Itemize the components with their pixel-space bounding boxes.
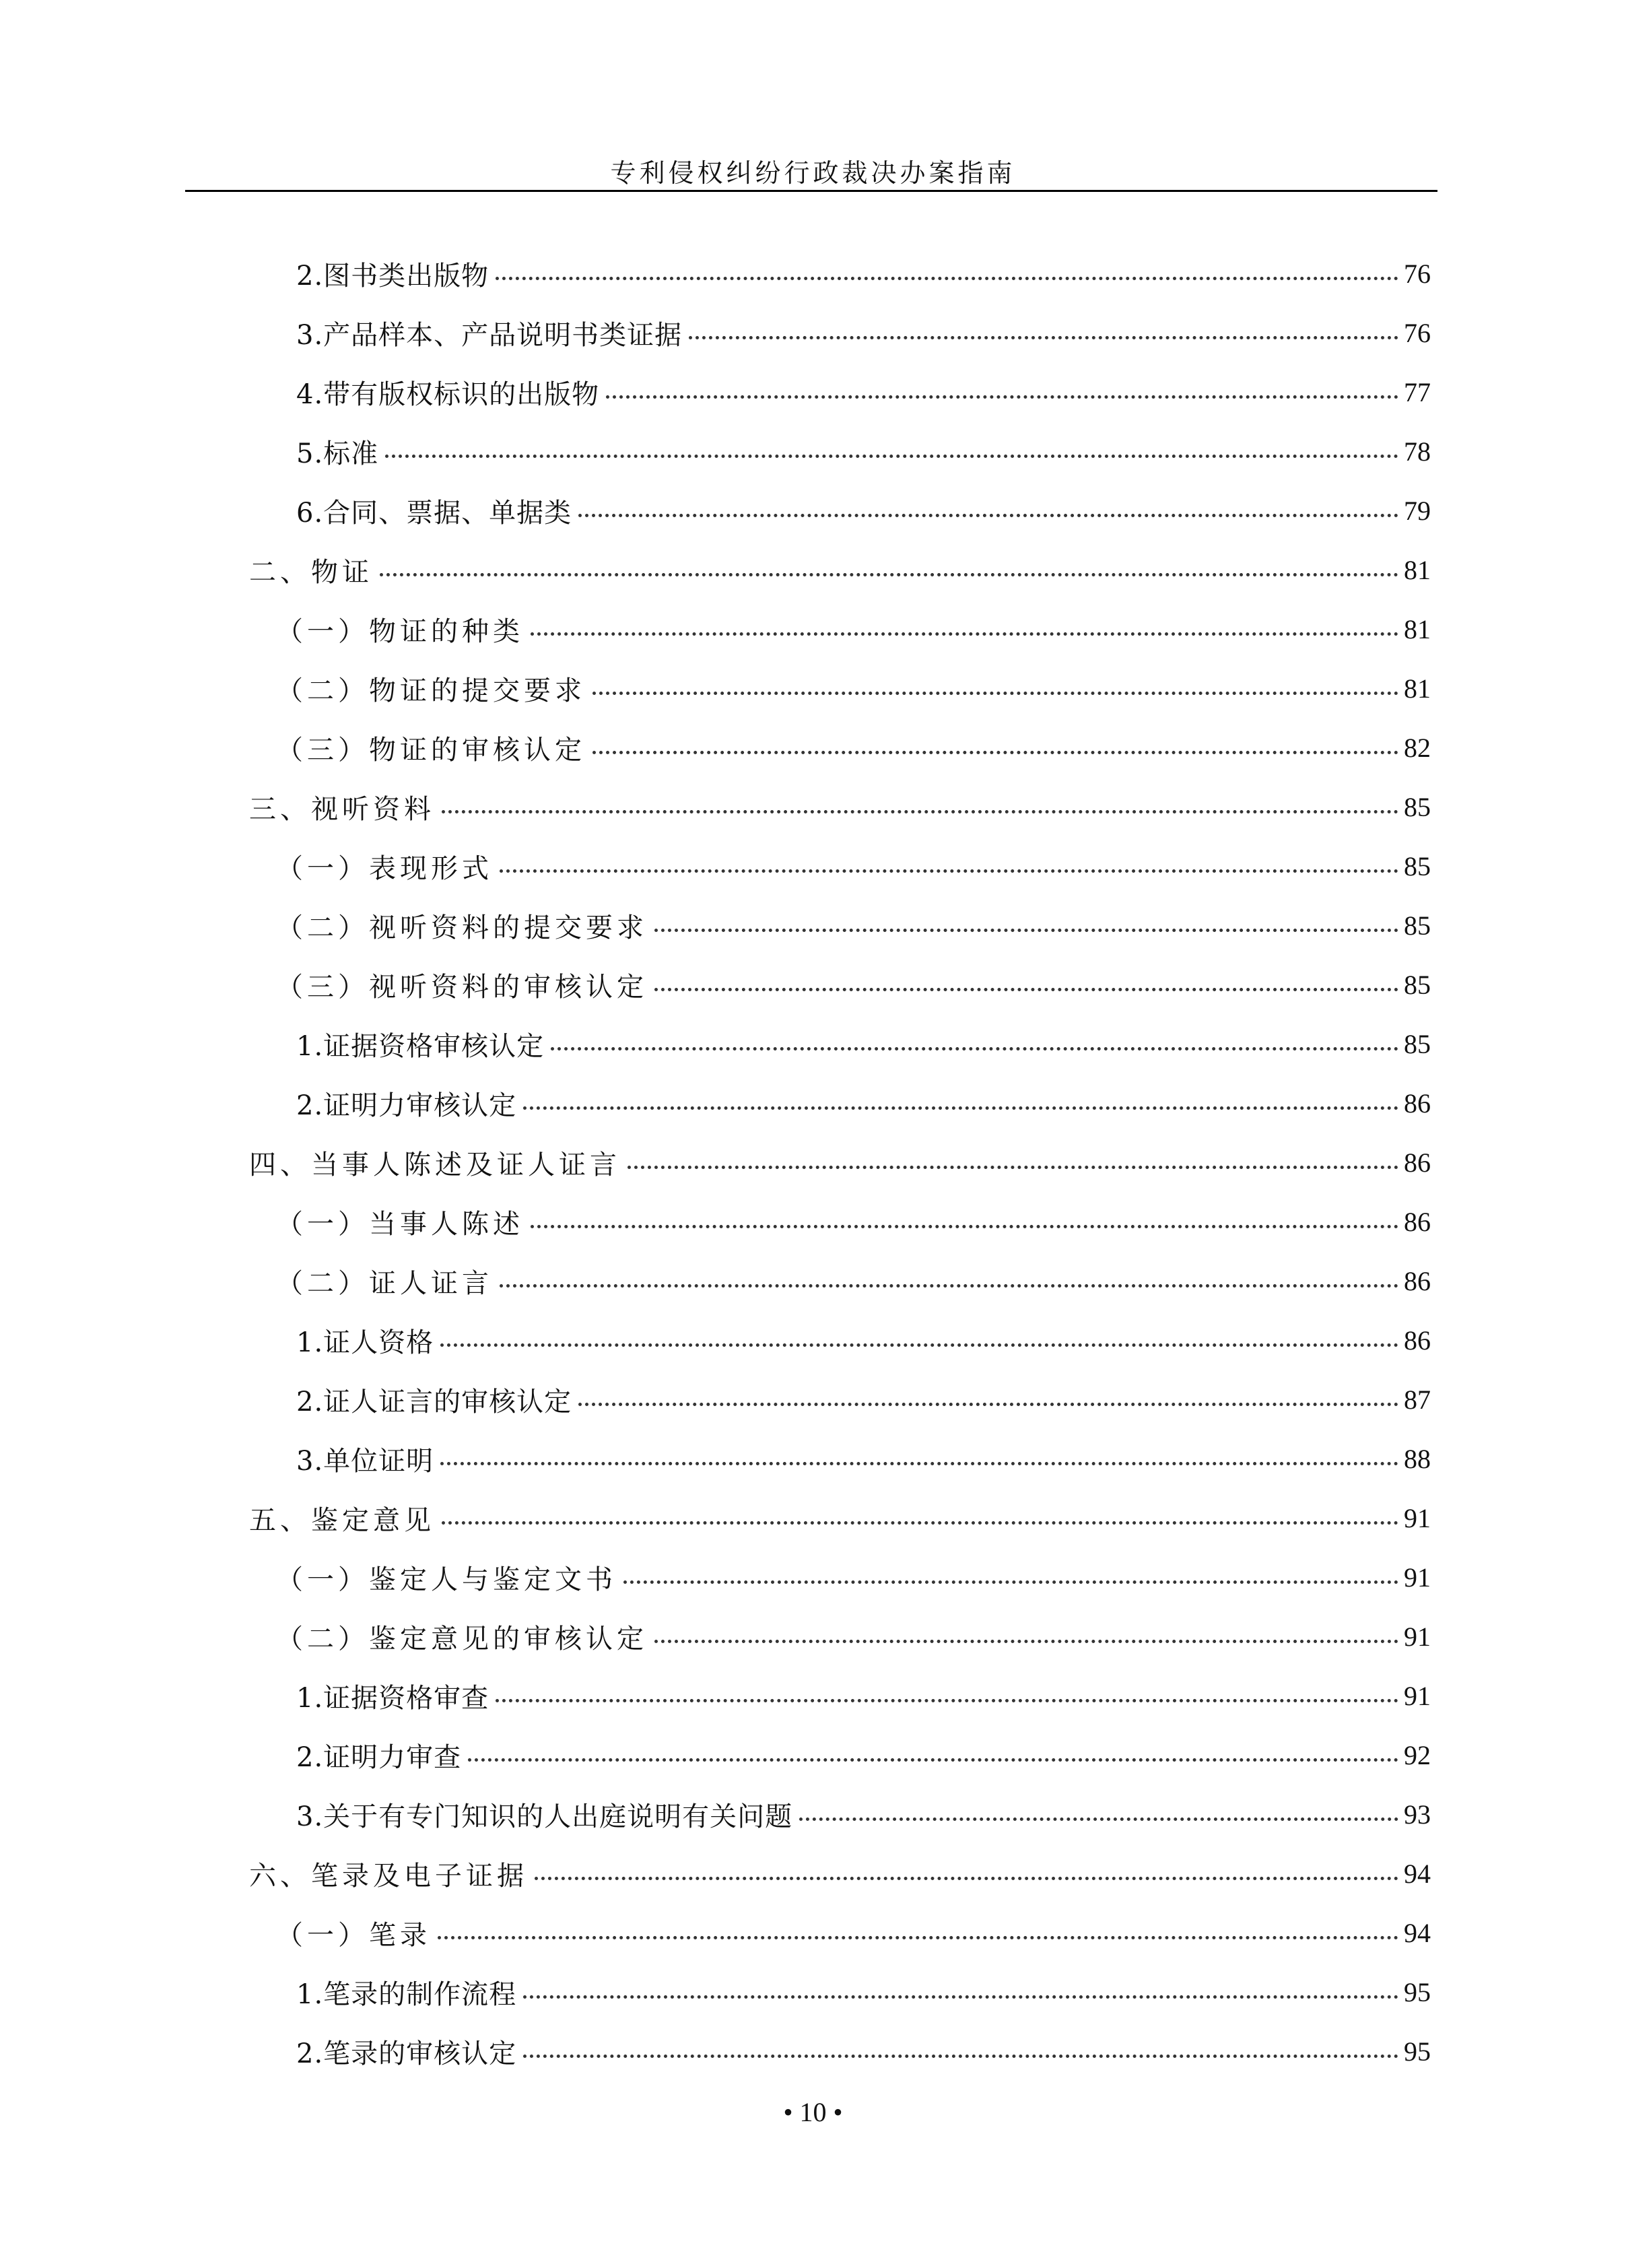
toc-entry-label: （一）笔录: [276, 1914, 435, 1952]
toc-dot-leader: [442, 810, 1398, 813]
toc-dot-leader: [440, 1343, 1398, 1347]
toc-dot-leader: [654, 929, 1398, 932]
toc-dot-leader: [654, 988, 1398, 991]
toc-entry-page: 91: [1404, 1502, 1431, 1533]
toc-entry-page: 86: [1404, 1088, 1431, 1119]
toc-entry-label: （三）视听资料的审核认定: [276, 966, 652, 1004]
toc-entry[interactable]: [0, 1192, 1431, 1251]
toc-entry[interactable]: [0, 1073, 1431, 1133]
toc-entry[interactable]: [0, 1429, 1431, 1488]
toc-dot-leader: [500, 869, 1398, 873]
toc-entry-page: 79: [1404, 495, 1431, 526]
toc-dot-leader: [623, 1580, 1398, 1584]
toc-entry-label: （二）物证的提交要求: [276, 669, 590, 708]
toc-entry-page: 92: [1404, 1739, 1431, 1770]
toc-dot-leader: [592, 692, 1398, 695]
toc-entry-label: （一）鉴定人与鉴定文书: [276, 1558, 621, 1597]
page-number: • 10 •: [783, 2097, 843, 2127]
toc-dot-leader: [551, 1047, 1398, 1050]
toc-entry-page: 82: [1404, 732, 1431, 763]
toc-entry[interactable]: [0, 836, 1431, 896]
toc-entry-page: 81: [1404, 613, 1431, 644]
toc-dot-leader: [438, 1936, 1398, 1939]
toc-entry-page: 81: [1404, 554, 1431, 585]
toc-entry[interactable]: [0, 481, 1431, 540]
toc-entry-label: 1.证人资格: [296, 1321, 438, 1360]
toc-dot-leader: [496, 1699, 1398, 1702]
toc-entry-page: 91: [1404, 1562, 1431, 1593]
toc-entry-label: 3.关于有专门知识的人出庭说明有关问题: [296, 1795, 797, 1834]
toc-entry-label: （一）表现形式: [276, 847, 497, 886]
toc-entry-label: （二）鉴定意见的审核认定: [276, 1617, 652, 1656]
toc-entry-label: 1.证据资格审核认定: [296, 1025, 548, 1063]
toc-dot-leader: [523, 1995, 1398, 1999]
toc-entry-page: 76: [1404, 317, 1431, 348]
toc-entry-page: 86: [1404, 1147, 1431, 1178]
toc-entry[interactable]: [0, 1666, 1431, 1725]
toc-entry-label: 3.产品样本、产品说明书类证据: [296, 314, 686, 352]
toc-dot-leader: [578, 514, 1398, 517]
toc-entry[interactable]: [0, 1488, 1431, 1547]
toc-entry[interactable]: [0, 1133, 1431, 1192]
toc-entry-page: 85: [1404, 969, 1431, 1000]
toc-entry-label: 2.证明力审核认定: [296, 1084, 520, 1123]
toc-dot-leader: [654, 1640, 1398, 1643]
toc-entry[interactable]: [0, 896, 1431, 955]
header-divider: [185, 190, 1437, 192]
toc-entry[interactable]: [0, 244, 1431, 303]
table-of-contents: [0, 244, 1626, 2081]
toc-entry-label: （一）物证的种类: [276, 610, 528, 648]
toc-entry-page: 95: [1404, 1976, 1431, 2007]
toc-entry-label: 2.证人证言的审核认定: [296, 1380, 576, 1419]
toc-entry-page: 94: [1404, 1917, 1431, 1948]
toc-entry-page: 81: [1404, 673, 1431, 704]
toc-entry-page: 95: [1404, 2036, 1431, 2067]
toc-dot-leader: [442, 1521, 1398, 1525]
toc-entry-label: （三）物证的审核认定: [276, 729, 590, 767]
toc-entry-label: 四、当事人陈述及证人证言: [249, 1143, 625, 1182]
toc-entry[interactable]: [0, 1785, 1431, 1844]
toc-entry-label: （一）当事人陈述: [276, 1203, 528, 1241]
toc-entry[interactable]: [0, 422, 1431, 481]
toc-entry-page: 76: [1404, 258, 1431, 289]
toc-dot-leader: [606, 395, 1398, 399]
toc-entry-label: 三、视听资料: [249, 788, 439, 826]
toc-entry-label: 五、鉴定意见: [249, 1499, 439, 1537]
toc-dot-leader: [535, 1877, 1398, 1880]
toc-entry-label: （二）视听资料的提交要求: [276, 906, 652, 945]
toc-entry[interactable]: [0, 599, 1431, 659]
toc-entry-page: 86: [1404, 1265, 1431, 1296]
toc-dot-leader: [500, 1284, 1398, 1288]
toc-entry-page: 87: [1404, 1384, 1431, 1415]
toc-entry-label: 2.笔录的审核认定: [296, 2032, 520, 2071]
toc-entry-label: 1.证据资格审查: [296, 1677, 493, 1715]
toc-entry[interactable]: [0, 1607, 1431, 1666]
toc-dot-leader: [531, 632, 1398, 636]
toc-entry[interactable]: [0, 1547, 1431, 1607]
toc-entry-page: 86: [1404, 1206, 1431, 1237]
toc-entry[interactable]: [0, 1962, 1431, 2022]
toc-entry-page: 78: [1404, 436, 1431, 467]
toc-dot-leader: [468, 1758, 1398, 1762]
toc-entry-page: 94: [1404, 1858, 1431, 1889]
toc-dot-leader: [385, 455, 1398, 458]
toc-entry-label: 1.笔录的制作流程: [296, 1973, 520, 2011]
toc-entry-page: 85: [1404, 850, 1431, 881]
toc-entry-page: 77: [1404, 376, 1431, 407]
toc-entry-page: 91: [1404, 1680, 1431, 1711]
toc-dot-leader: [440, 1462, 1398, 1465]
toc-entry-label: 二、物证: [249, 551, 377, 589]
toc-entry[interactable]: [0, 540, 1431, 599]
toc-entry[interactable]: [0, 1725, 1431, 1785]
toc-entry-label: 6.合同、票据、单据类: [296, 492, 576, 530]
toc-entry-label: 5.标准: [296, 432, 382, 471]
toc-entry[interactable]: [0, 1370, 1431, 1429]
toc-dot-leader: [689, 336, 1398, 339]
toc-entry[interactable]: [0, 777, 1431, 836]
toc-entry[interactable]: [0, 303, 1431, 362]
toc-entry-page: 85: [1404, 791, 1431, 822]
toc-entry-label: （二）证人证言: [276, 1262, 497, 1300]
toc-entry-label: 2.证明力审查: [296, 1736, 465, 1774]
toc-dot-leader: [380, 573, 1398, 576]
toc-entry-page: 91: [1404, 1621, 1431, 1652]
toc-entry-label: 2.图书类出版物: [296, 255, 493, 293]
toc-entry-label: 六、笔录及电子证据: [249, 1855, 532, 1893]
toc-entry[interactable]: [0, 718, 1431, 777]
toc-dot-leader: [523, 2055, 1398, 2058]
toc-dot-leader: [799, 1817, 1398, 1821]
toc-entry-label: 4.带有版权标识的出版物: [296, 373, 603, 411]
toc-dot-leader: [523, 1106, 1398, 1110]
toc-entry-page: 88: [1404, 1443, 1431, 1474]
toc-entry-page: 85: [1404, 1028, 1431, 1059]
toc-entry[interactable]: [0, 1844, 1431, 1903]
toc-dot-leader: [628, 1166, 1398, 1169]
toc-entry[interactable]: [0, 362, 1431, 422]
toc-dot-leader: [496, 277, 1398, 280]
running-header-title: 专利侵权纠纷行政裁决办案指南: [610, 158, 1016, 188]
toc-entry[interactable]: [0, 1310, 1431, 1370]
toc-dot-leader: [578, 1403, 1398, 1406]
toc-entry[interactable]: [0, 659, 1431, 718]
toc-entry-page: 85: [1404, 910, 1431, 941]
toc-entry-page: 86: [1404, 1325, 1431, 1356]
toc-entry-page: 93: [1404, 1799, 1431, 1830]
toc-entry[interactable]: [0, 955, 1431, 1014]
toc-entry-label: 3.单位证明: [296, 1440, 438, 1478]
toc-entry[interactable]: [0, 2022, 1431, 2081]
toc-dot-leader: [592, 751, 1398, 754]
toc-entry[interactable]: [0, 1251, 1431, 1310]
toc-entry[interactable]: [0, 1903, 1431, 1962]
toc-dot-leader: [531, 1225, 1398, 1228]
toc-entry[interactable]: [0, 1014, 1431, 1073]
